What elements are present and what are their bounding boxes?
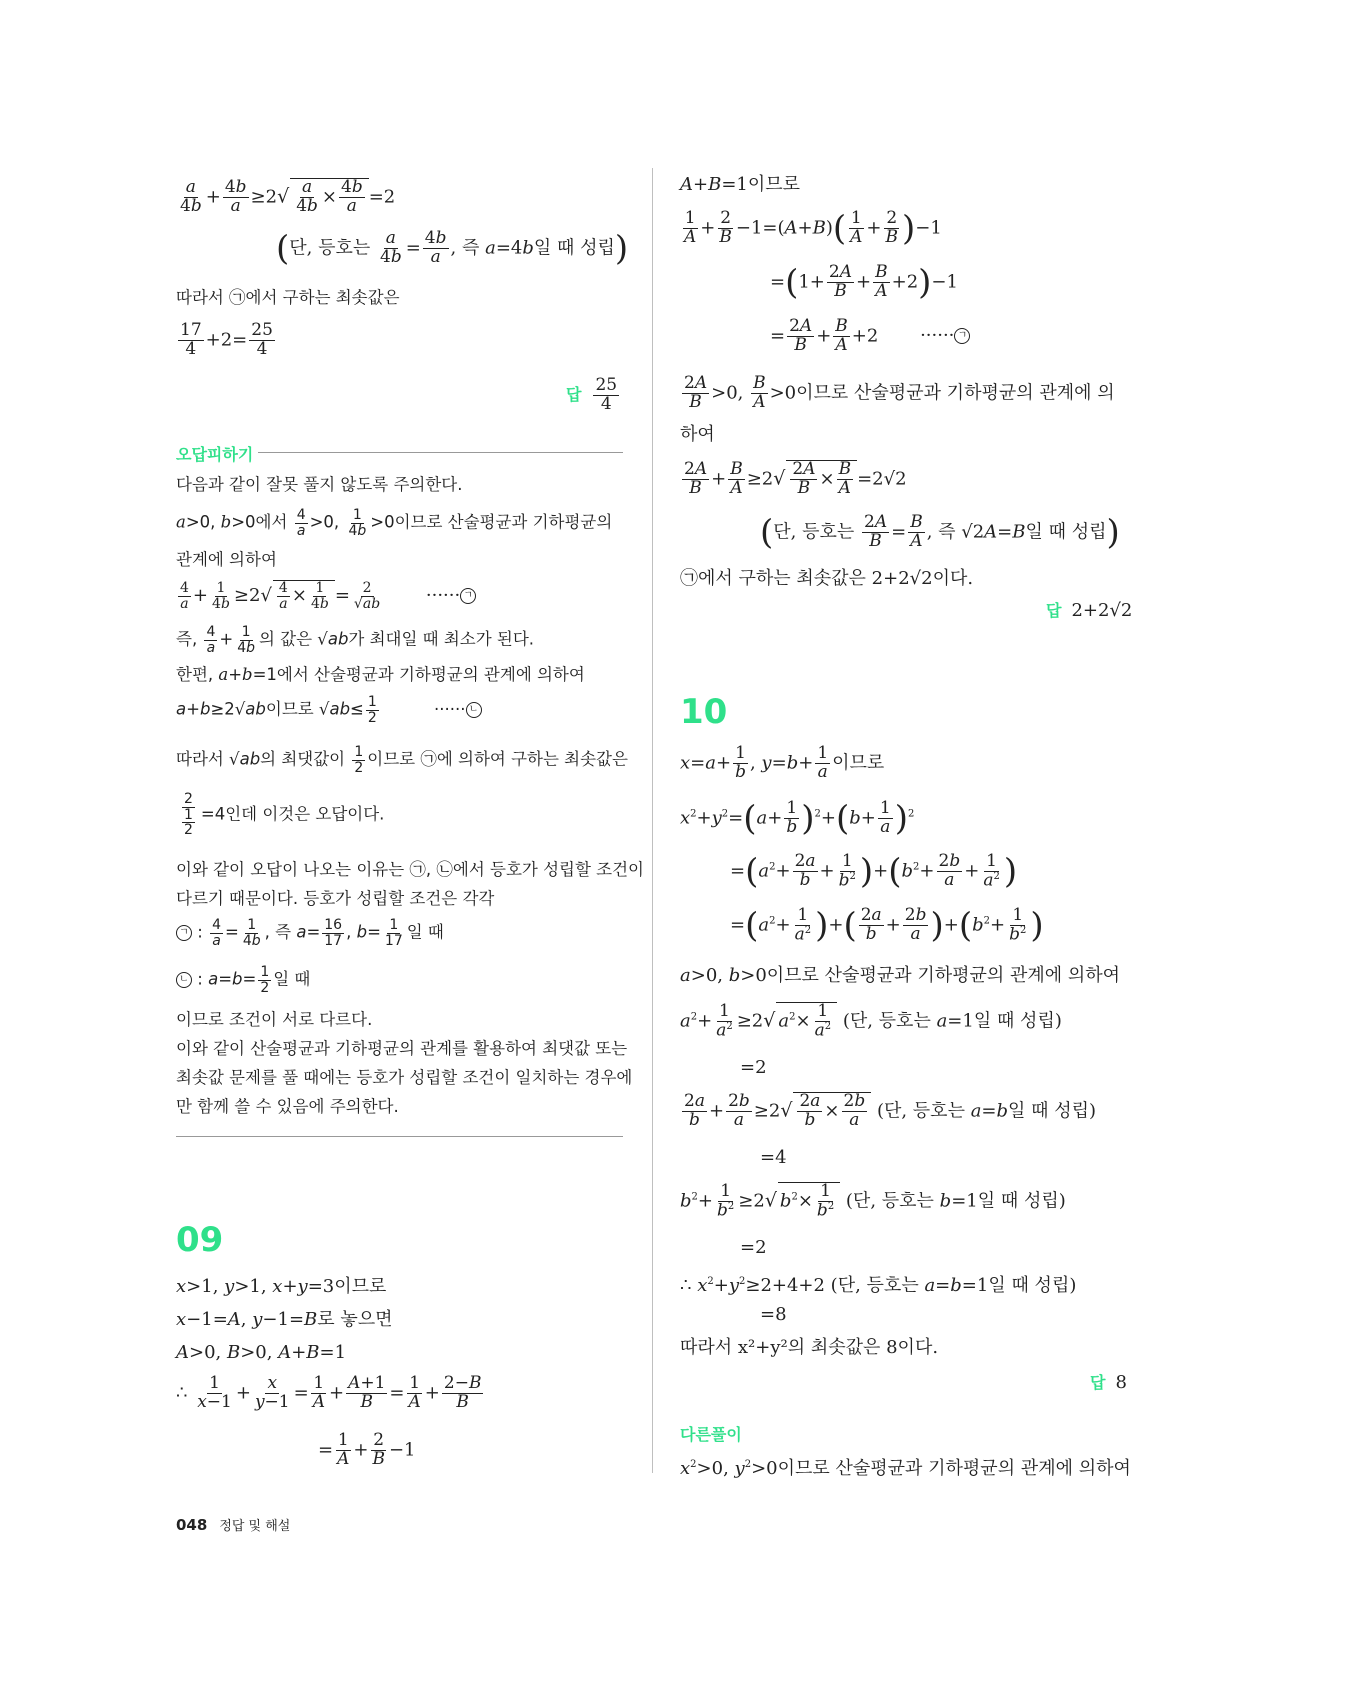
box-line: 다음과 같이 잘못 풀지 않도록 주의한다.: [176, 475, 463, 494]
eq-10-5: a>0, b>0이므로 산술평균과 기하평균의 관계에 의하여: [680, 965, 1121, 986]
eq-09-4: ∴ $\frac{1}{x-1}$ + $\frac{x}{y-1}$ = $\frac{1}{A}$ + $\frac{A+1}{B}$ = $\frac{1}{A}$ + $\frac{2-B}{B}$: [176, 1373, 482, 1412]
eq-alt-1: $x^2>0$, $y^2>0$이므로 산술평균과 기하평균의 관계에 의하여: [680, 1458, 1131, 1479]
section-number-10: 10: [680, 692, 728, 732]
box-eq-max: 따라서 √ab의 최댓값이 $\frac{1}{2}$ 이므로 ㉠에 의하여 구하는 최솟값은: [176, 744, 628, 776]
eq-r-positive: $\frac{2A}{B}$ >0, $\frac{B}{A}$ >0이므로 산술평균과 기하평균의 관계에 의: [684, 373, 1115, 412]
eq-10-13: =8: [760, 1304, 787, 1325]
text-conclude-10: 따라서 x²+y²의 최솟값은 8이다.: [680, 1337, 939, 1358]
box-cond-a: ㄱ : $\frac{4}{a}$ = $\frac{1}{4b}$ , 즉 a= $\frac{16}{17}$ , b= $\frac{1}{17}$ 일 때: [176, 918, 444, 948]
eq-10-2: $x^2+y^2=(a+$ $\frac{1}{b}$ )$^2$+(b+ $\frac{1}{a}$ )$^2$: [680, 798, 915, 839]
box-line: 이므로 조건이 서로 다르다.: [176, 1010, 373, 1029]
eq-10-7: =2: [740, 1057, 767, 1078]
eq-min-08: $\frac{17}{4}$ +2= $\frac{25}{4}$: [180, 320, 273, 359]
box-line: 다르기 때문이다. 등호가 성립할 조건은 각각: [176, 889, 495, 908]
eq-r-1: $\frac{1}{A}$ + $\frac{2}{B}$ −1=(A+B)( $\frac{1}{A}$ + $\frac{2}{B}$ )−1: [684, 208, 942, 249]
alt-title: 다른풀이: [680, 1425, 742, 1444]
box-line: 관계에 의하여: [176, 550, 277, 569]
eq-ab1: A+B=1이므로: [680, 174, 801, 195]
eq-10-11: =2: [740, 1237, 767, 1258]
eq-10-6: $a^2+$ $\frac{1}{a^2}$ ≥2√ $a^2\times$ $\frac{1}{a^2}$ (단, 등호는 a=1일 때 성립): [680, 1001, 1062, 1041]
eq-09-5: = $\frac{1}{A}$ + $\frac{2}{B}$ −1: [318, 1430, 416, 1469]
box-line: 만 함께 쓸 수 있음에 주의한다.: [176, 1097, 399, 1116]
box-eq-b: a+b≥2√ab이므로 √ab≤ $\frac{1}{2}$ ······ ㄴ: [176, 695, 482, 725]
eq-amgm-08: $\frac{a}{4b}$ + $\frac{4b}{a}$ ≥2√ $\frac{a}{4b}$ × $\frac{4b}{a}$ =2: [180, 177, 396, 216]
eq-r-3: = $\frac{2A}{B}$ + $\frac{B}{A}$ +2 ······ ㄱ: [770, 318, 970, 355]
eq-condition-08: (단, 등호는 $\frac{a}{4b}$ = $\frac{4b}{a}$ , 즉 a=4b일 때 성립): [276, 228, 629, 269]
answer-10: 답 8: [1090, 1372, 1127, 1393]
box-rule: [258, 452, 623, 453]
eq-r-amgm: $\frac{2A}{B}$ + $\frac{B}{A}$ ≥2√ $\frac{2A}{B}$ × $\frac{B}{A}$ =2√2: [684, 459, 907, 498]
eq-10-3: $=(a^2+$ $\frac{2a}{b}$ + $\frac{1}{b^2}$ )$+(b^2+$ $\frac{2b}{a}$ + $\frac{1}{a^2}$ ): [730, 851, 1018, 892]
answer-09: 답 2+2√2: [1046, 600, 1133, 621]
box-bottom-rule: [176, 1136, 623, 1137]
eq-09-3: A>0, B>0, A+B=1: [176, 1342, 347, 1363]
box-line: 이와 같이 오답이 나오는 이유는 ㉠, ㉡에서 등호가 성립할 조건이: [176, 860, 644, 879]
eq-09-1: x>1, y>1, x+y=3이므로: [176, 1276, 387, 1297]
page-footer: [176, 1515, 290, 1534]
eq-r-cond: (단, 등호는 $\frac{2A}{B}$ = $\frac{B}{A}$ , 즉 √2A=B일 때 성립): [760, 512, 1120, 553]
box-line: 최솟값 문제를 풀 때에는 등호가 성립할 조건이 일치하는 경우에: [176, 1068, 633, 1087]
box-eq-sum: 한편, a+b=1에서 산술평균과 기하평균의 관계에 의하여: [176, 665, 585, 684]
answer-label: 답: [1046, 601, 1062, 620]
answer-label: 답: [566, 385, 582, 405]
text-min-09: ㉠에서 구하는 최솟값은 2+2√2이다.: [680, 568, 974, 589]
box-eq-a: $\frac{4}{a}$ + $\frac{1}{4b}$ ≥2√ $\frac{4}{a}$ × $\frac{1}{4b}$ = $\frac{2}{√ab}$ ······ ㄱ: [176, 580, 476, 611]
answer-08: 답 $\frac{25}{4}$: [566, 375, 618, 414]
answer-label: 답: [1090, 1373, 1106, 1392]
box-eq-wrong: $\frac{2}{\frac{1}{2}}$ =4인데 이것은 오답이다.: [184, 791, 385, 839]
eq-10-8: $\frac{2a}{b}$ + $\frac{2b}{a}$ ≥2√ $\frac{2a}{b}$ × $\frac{2b}{a}$ (단, 등호는 a=b일 때 성립): [684, 1091, 1097, 1130]
box-cond-b: ㄴ : a=b= $\frac{1}{2}$ 일 때: [176, 965, 310, 995]
box-eq-positive: a>0, b>0에서 $\frac{4}{a}$ >0, $\frac{1}{4b}$ >0이므로 산술평균과 기하평균의: [176, 507, 613, 539]
eq-r-2: =(1+ $\frac{2A}{B}$ + $\frac{B}{A}$ +2)−1: [770, 262, 958, 303]
box-line: 이와 같이 산술평균과 기하평균의 관계를 활용하여 최댓값 또는: [176, 1039, 628, 1058]
eq-10-4: $=(a^2+$ $\frac{1}{a^2}$ )+( $\frac{2a}{b}$ + $\frac{2b}{a}$ )$+(b^2+$ $\frac{1}{b^2}$ ): [730, 905, 1044, 946]
text-amgm: 이므로 산술평균과 기하평균의 관계에 의: [796, 382, 1115, 404]
text-hayeo: 하여: [680, 424, 715, 445]
box-eq-min-when: 즉, $\frac{4}{a}$ + $\frac{1}{4b}$ 의 값은 √ab가 최대일 때 최소가 된다.: [176, 624, 535, 656]
eq-10-1: x=a+ $\frac{1}{b}$ , y=b+ $\frac{1}{a}$ 이므로: [680, 743, 885, 782]
footer-title: 정답 및 해설: [219, 1519, 291, 1534]
eq-09-2: x−1=A, y−1=B로 놓으면: [176, 1309, 393, 1330]
column-divider: [652, 168, 653, 1473]
box-title: 오답피하기: [176, 445, 254, 464]
eq-10-12: ∴ $x^2+y^2\ge 2+4+2$ (단, 등호는 a=b=1일 때 성립): [680, 1275, 1077, 1296]
eq-10-9: =4: [760, 1147, 787, 1168]
eq-10-10: $b^2+$ $\frac{1}{b^2}$ ≥2√ $b^2\times$ $\frac{1}{b^2}$ (단, 등호는 b=1일 때 성립): [680, 1181, 1066, 1221]
text-then: 따라서 ㉠에서 구하는 최솟값은: [176, 288, 400, 307]
page-number: 048: [176, 1516, 208, 1534]
section-number-09: 09: [176, 1220, 224, 1260]
